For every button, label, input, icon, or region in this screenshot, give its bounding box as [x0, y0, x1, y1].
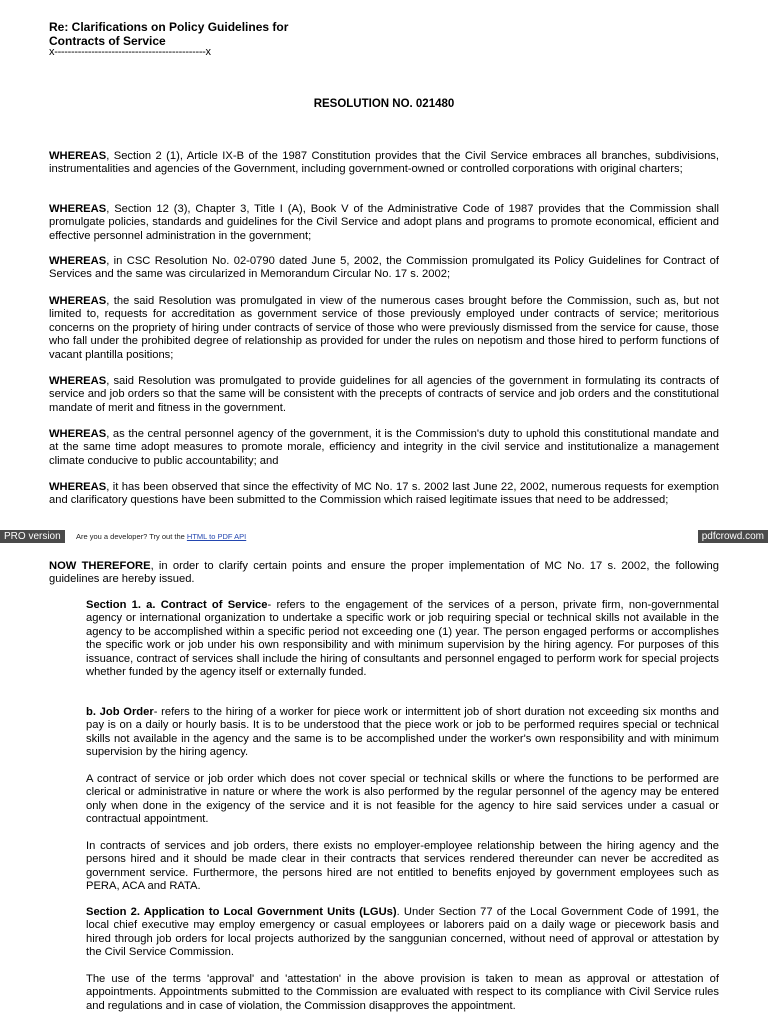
whereas-lead: WHEREAS	[49, 203, 107, 215]
section-paragraph	[86, 706, 719, 760]
document-header	[49, 20, 288, 48]
section-text: . Under Section 77 of the Local Government Code of 1991, the local chief executive may employ emergency or casual employees or laborers paid on a daily wage or piecework basis and hired through job orders for local projects authorized by the sanggunian concerned, without need of approval or attestation by the Civil Service Commission.	[86, 906, 720, 959]
html-to-pdf-link[interactable]: HTML to PDF API	[186, 532, 247, 541]
whereas-lead: WHEREAS	[49, 295, 107, 307]
whereas-text: , it has been observed that since the effectivity of MC No. 17 s. 2002 last June 22, 2002, numerous requests for exemption and clarificatory questions have been submitted to the Commission which raised legitimate issues that need to be addressed;	[49, 481, 719, 507]
whereas-paragraph	[49, 203, 719, 243]
whereas-lead: WHEREAS	[49, 428, 107, 440]
whereas-text: , Section 12 (3), Chapter 3, Title I (A), Book V of the Administrative Code of 1987 provides that the Commission shall promulgate policies, standards and guidelines for the Civil Service and adopt plans and programs to promote economical, efficient and effective personnel administration in the government;	[49, 203, 719, 242]
whereas-text: , Section 2 (1), Article IX-B of the 1987 Constitution provides that the Civil Service embraces all branches, subdivisions, instrumentalities and agencies of the Government, including government-owned or controlled corporations with original charters;	[49, 150, 719, 176]
resolution-title: RESOLUTION NO. 021480	[313, 98, 455, 110]
now-therefore-lead: NOW THEREFORE	[49, 560, 151, 572]
section-text: A contract of service or job order which does not cover special or technical skills or where the functions to be performed are clerical or administrative in nature or where the work is also performed by the regular personnel of the agency may be entered only when done in the exigency of the service and it is not feasible for the agency to hire said services under a casual or contractual appointment.	[86, 773, 719, 826]
section-heading: Section 1. a. Contract of Service	[86, 599, 268, 611]
pro-version-badge[interactable]: PRO version	[0, 530, 65, 543]
whereas-paragraph	[49, 255, 719, 282]
section-paragraph	[86, 906, 719, 960]
whereas-lead: WHEREAS	[49, 481, 107, 493]
developer-promo	[76, 532, 246, 542]
section-paragraph	[86, 840, 719, 894]
whereas-paragraph	[49, 150, 719, 177]
whereas-paragraph	[49, 428, 719, 468]
whereas-text: , as the central personnel agency of the government, it is the Commission's duty to uphold this constitutional mandate and at the same time adopt measures to promote morale, efficiency and integrity in the civil service and institutionalize a management climate conducive to public accountability; and	[49, 428, 719, 467]
now-therefore-text: , in order to clarify certain points and ensure the proper implementation of MC No. 17 s. 2002, the following guidelines are hereby issued.	[49, 560, 719, 586]
section-paragraph	[86, 973, 719, 1013]
section-heading: b. Job Order	[86, 706, 154, 718]
section-paragraph	[86, 773, 719, 827]
section-paragraph	[86, 599, 719, 679]
whereas-paragraph	[49, 481, 719, 508]
header-title-line2: Contracts of Service	[49, 34, 166, 48]
whereas-text: , the said Resolution was promulgated in view of the numerous cases brought before the Commission, such as, but not limited to, requests for accreditation as government service of those previously employed under contracts of service; meritorious concerns on the propriety of hiring under contracts of service of those who were previously dismissed from the service for cause, those who fall under the prohibited degree of relationship as provided for under the rules on nepotism and those hired to perform functions of vacant plantilla positions;	[49, 295, 719, 361]
whereas-text: , in CSC Resolution No. 02-0790 dated June 5, 2002, the Commission promulgated its Policy Guidelines for Contract of Services and the same was circularized in Memorandum Circular No. 17 s. 2002;	[49, 255, 719, 281]
section-text: - refers to the engagement of the services of a person, private firm, non-governmental agency or international organization to undertake a specific work or job requiring special or technical skills not available in the agency to be accomplished within a specific period not exceeding one (1) year. The person engaged performs or accomplishes the specific work or job under his own responsibility and with minimum supervision by the hiring agency. For purposes of this issuance, contract of services shall include the hiring of consultants and personnel engaged to perform work for special projects whether funded by the agency itself or externally funded.	[86, 599, 719, 679]
section-heading: Section 2. Application to Local Government Units (LGUs)	[86, 906, 397, 918]
whereas-lead: WHEREAS	[49, 150, 107, 162]
header-title-line1: Re: Clarifications on Policy Guidelines for	[49, 20, 289, 34]
header-separator: x---------------------------------------------x	[49, 46, 211, 58]
pdfcrowd-brand-badge[interactable]: pdfcrowd.com	[698, 530, 768, 543]
section-text: - refers to the hiring of a worker for piece work or intermittent job of short duration not exceeding six months and pay is on a daily or hourly basis. It is to be understood that the piece work or job to be performed requires special or technical skills not available in the agency and the same is to be accomplished under the worker's own responsibility and with minimum supervision by the hiring agency.	[86, 706, 719, 759]
whereas-paragraph	[49, 375, 719, 415]
whereas-paragraph	[49, 295, 719, 362]
whereas-lead: WHEREAS	[49, 375, 107, 387]
whereas-text: , said Resolution was promulgated to provide guidelines for all agencies of the government in formulating its contracts of service and job orders so that the same will be consistent with the precepts of contracts of service and job orders and the constitutional mandate of merit and fitness in the government.	[49, 375, 719, 414]
now-therefore-paragraph	[49, 560, 719, 587]
developer-promo-text: Are you a developer? Try out the	[76, 532, 187, 541]
section-text: In contracts of services and job orders, there exists no employer-employee relationship between the hiring agency and the persons hired and it should be made clear in their contracts that services rendered thereunder can never be accredited as government service. Furthermore, the persons hired are not entitled to benefits enjoyed by government employees such as PERA, ACA and RATA.	[86, 840, 719, 893]
section-text: The use of the terms 'approval' and 'attestation' in the above provision is taken to mean as approval or attestation of appointments. Appointments submitted to the Commission are evaluated with respect to its compliance with Civil Service rules and regulations and in case of violation, the Commission disapproves the appointment.	[86, 973, 719, 1012]
whereas-lead: WHEREAS	[49, 255, 107, 267]
